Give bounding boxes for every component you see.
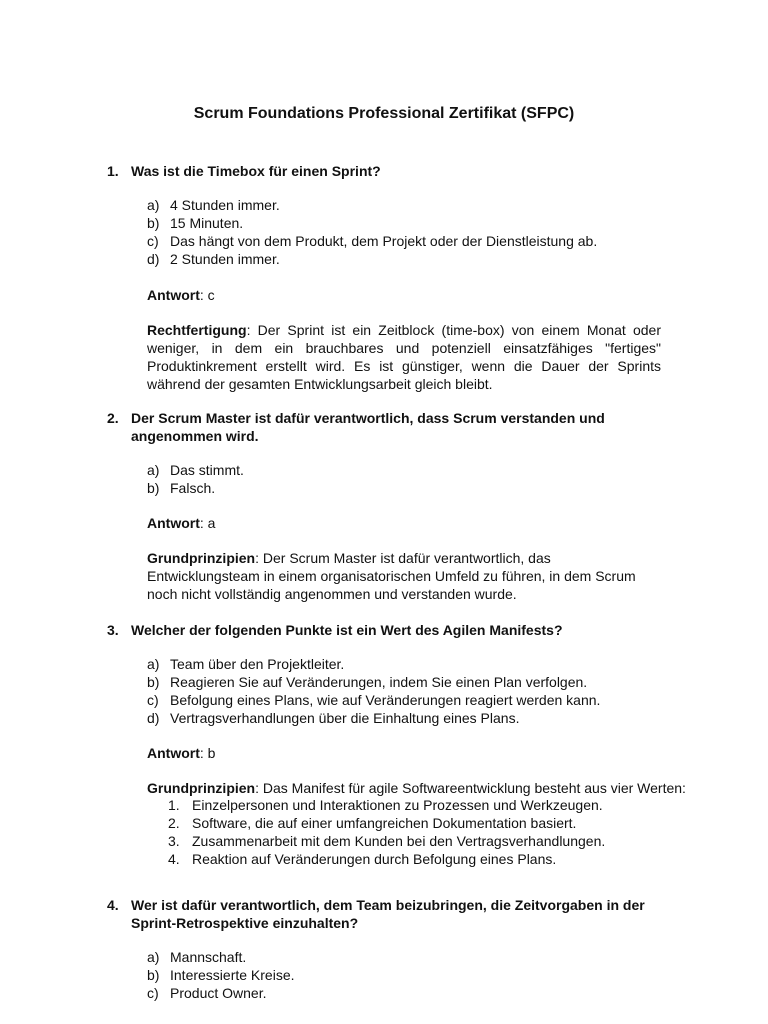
list-item: 2. Software, die auf einer umfangreichen Dokumentation basiert. <box>168 815 577 831</box>
list-item: 4. Reaktion auf Veränderungen durch Befolgung eines Plans. <box>168 851 557 867</box>
answer-label: Antwort <box>147 745 200 761</box>
question-3 <box>107 621 667 639</box>
option-d: d) 2 Stunden immer. <box>147 251 280 267</box>
question-2 <box>107 409 667 445</box>
explanation <box>147 549 661 603</box>
question-number: 1. <box>107 163 119 179</box>
option-a: a) Das stimmt. <box>147 462 244 478</box>
question-text: Wer ist dafür verantwortlich, dem Team beizubringen, die Zeitvorgaben in der Sprint-Retrospektive einzuhalten? <box>131 897 645 931</box>
question-4 <box>107 896 667 932</box>
option-c: c) Befolgung eines Plans, wie auf Veränderungen reagiert werden kann. <box>147 692 601 708</box>
option-a: a) 4 Stunden immer. <box>147 197 280 213</box>
explanation <box>147 779 686 797</box>
option-c: c) Product Owner. <box>147 985 267 1001</box>
answer-label: Antwort <box>147 287 200 303</box>
option-b: b) 15 Minuten. <box>147 215 244 231</box>
document-title: Scrum Foundations Professional Zertifikat (SFPC) <box>193 105 575 122</box>
question-1-options <box>147 196 667 268</box>
question-text: Was ist die Timebox für einen Sprint? <box>131 163 381 179</box>
option-d: d) Vertragsverhandlungen über die Einhaltung eines Plans. <box>147 710 520 726</box>
question-text: Welcher der folgenden Punkte ist ein Wert des Agilen Manifests? <box>131 622 563 638</box>
option-a: a) Team über den Projektleiter. <box>147 656 345 672</box>
list-item: 1. Einzelpersonen und Interaktionen zu Prozessen und Werkzeugen. <box>168 797 603 813</box>
agile-values-list <box>168 796 668 868</box>
answer-line <box>147 514 215 532</box>
explanation-text: : Der Sprint ist ein Zeitblock (time-box) von einem Monat oder weniger, in dem ein brauchbares und potenziell einsatzfähiges "fertiges" Produktinkrement erstellt wird. Es ist günstiger, wenn die Dauer der Sprints während der gesamten Entwicklungsarbeit gleich bleibt. <box>147 322 661 392</box>
option-a: a) Mannschaft. <box>147 949 247 965</box>
explanation-text: : Das Manifest für agile Softwareentwicklung besteht aus vier Werten: <box>255 780 686 796</box>
answer-value: : a <box>199 515 216 531</box>
answer-line <box>147 744 215 762</box>
option-b: b) Reagieren Sie auf Veränderungen, indem Sie einen Plan verfolgen. <box>147 674 588 690</box>
question-text: Der Scrum Master ist dafür verantwortlich, dass Scrum verstanden und angenommen wird. <box>131 410 605 444</box>
answer-value: : b <box>199 745 216 761</box>
option-b: b) Interessierte Kreise. <box>147 967 295 983</box>
question-4-options <box>147 948 667 1002</box>
answer-label: Antwort <box>147 515 200 531</box>
answer-line <box>147 286 215 304</box>
question-number: 4. <box>107 897 119 913</box>
question-1 <box>107 162 667 180</box>
explanation-label: Grundprinzipien <box>147 780 256 796</box>
list-item: 3. Zusammenarbeit mit dem Kunden bei den Vertragsverhandlungen. <box>168 833 606 849</box>
explanation <box>147 321 661 393</box>
answer-value: : c <box>199 287 215 303</box>
question-3-options <box>147 655 667 727</box>
question-number: 2. <box>107 410 119 426</box>
explanation-text: : Der Scrum Master ist dafür verantwortlich, das Entwicklungsteam in einem organisatorischen Umfeld zu führen, in dem Scrum noch nicht vollständig angenommen und verstanden wurde. <box>147 550 636 602</box>
option-b: b) Falsch. <box>147 480 216 496</box>
explanation-label: Grundprinzipien <box>147 550 256 566</box>
option-c: c) Das hängt von dem Produkt, dem Projekt oder der Dienstleistung ab. <box>147 233 598 249</box>
question-number: 3. <box>107 622 119 638</box>
explanation-label: Rechtfertigung <box>147 322 247 338</box>
question-2-options <box>147 461 667 497</box>
